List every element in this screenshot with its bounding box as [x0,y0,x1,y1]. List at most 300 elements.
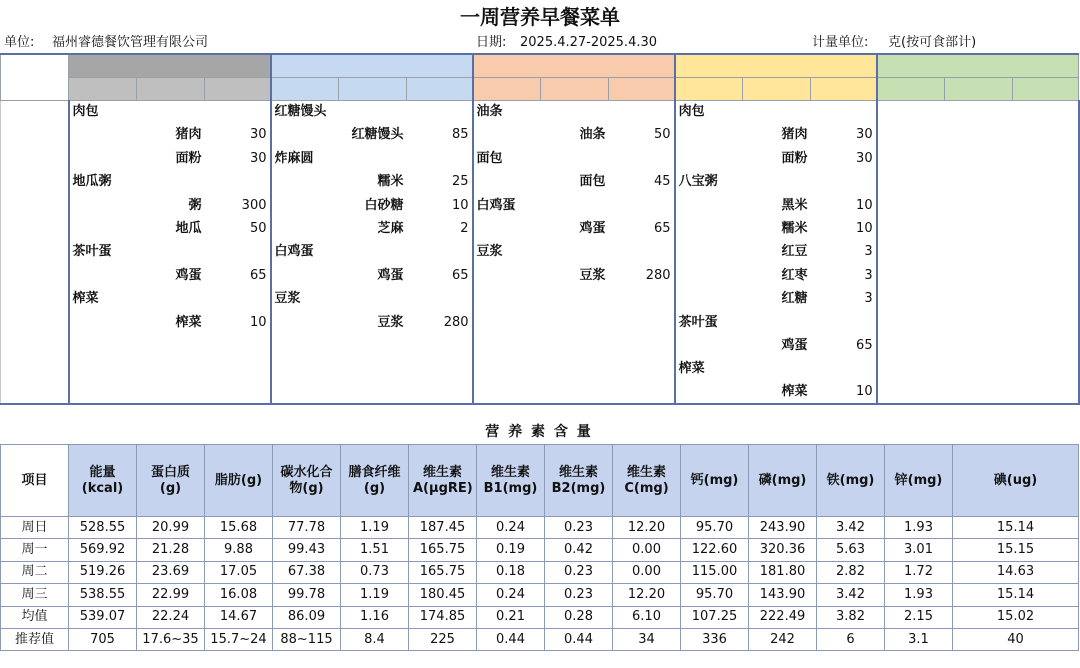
nutrition-header: 铁(mg) [817,445,885,517]
recipe-cell: 白鸡蛋 [473,194,541,217]
food-cell [541,334,609,357]
nutrition-value: 115.00 [681,561,749,583]
weight-cell [1013,124,1079,147]
nutrition-value: 1.19 [341,584,409,606]
weight-cell: 30 [856,150,873,166]
nutrition-value: 34 [613,628,681,650]
sub-header-food [743,77,811,100]
recipe-cell [877,124,945,147]
nutrition-value: 15.68 [205,517,273,539]
food-cell [945,171,1013,194]
nutrition-value: 107.25 [681,606,749,628]
recipe-cell [69,147,137,170]
nutrition-value: 1.72 [885,561,953,583]
nutrition-value: 77.78 [273,517,341,539]
food-cell: 面粉 [781,150,808,166]
recipe-cell: 豆浆 [473,241,541,264]
nutrition-header: 能量(kcal) [69,445,137,517]
nutrition-value: 15.15 [953,539,1079,561]
recipe-cell [675,217,743,240]
recipe-cell [271,124,339,147]
nutrition-row [1,628,1079,650]
recipe-cell [675,194,743,217]
weight-cell: 25 [451,174,469,190]
food-cell [137,288,205,311]
recipe-cell [675,381,743,404]
food-cell [339,334,407,357]
food-cell: 榨菜 [743,381,811,404]
recipe-cell [271,194,339,217]
nutrition-value: 16.08 [205,584,273,606]
nutrition-value: 0.00 [613,539,681,561]
day-header [877,54,1079,77]
nutrition-value: 0.18 [477,561,545,583]
weight-cell [205,358,271,381]
nutrition-value: 165.75 [409,561,477,583]
recipe-cell: 地瓜粥 [72,174,112,190]
nutrition-value: 3.1 [885,628,953,650]
weight-cell [609,381,675,404]
food-cell [945,288,1013,311]
sub-header-food [137,77,205,100]
recipe-cell [69,194,137,217]
weight-cell: 30 [249,150,267,166]
nutrition-value: 22.99 [137,584,205,606]
recipe-cell [877,288,945,311]
food-cell [945,381,1013,404]
recipe-cell [271,264,339,287]
weight-cell [1013,171,1079,194]
recipe-cell: 面包 [473,147,541,170]
nutrition-value: 99.78 [273,584,341,606]
nutrition-value: 0.23 [545,561,613,583]
nutrition-value: 336 [681,628,749,650]
recipe-cell [473,334,541,357]
nutrition-value: 225 [409,628,477,650]
nutrition-header: 碳水化合物(g) [273,445,341,517]
recipe-cell [877,171,945,194]
food-cell: 粥 [188,197,202,213]
weight-cell: 280 [443,314,469,330]
recipe-cell [473,381,541,404]
nutrition-header: 锌(mg) [885,445,953,517]
weight-cell [1013,358,1079,381]
day-header [473,54,675,77]
nutrition-value: 15.02 [953,606,1079,628]
page-title: 一周营养早餐菜单 [460,5,620,29]
recipe-cell [877,334,945,357]
nutrition-value: 174.85 [409,606,477,628]
food-cell [339,358,407,381]
nutrition-row [1,584,1079,606]
recipe-cell [271,381,339,404]
nutrition-value: 181.80 [749,561,817,583]
weight-cell [205,100,271,123]
recipe-cell: 茶叶蛋 [72,244,112,260]
recipe-cell: 红糖馒头 [271,100,339,123]
sub-header-recipe [271,77,339,100]
unit-value: 福州睿德餐饮管理有限公司 [52,35,209,50]
nutrition-value: 528.55 [69,517,137,539]
measure-value: 克(按可食部计) [888,35,977,50]
nutrition-value: 222.49 [749,606,817,628]
food-cell: 红糖 [781,291,808,307]
weight-cell: 10 [249,314,267,330]
nutrition-value: 14.63 [953,561,1079,583]
nutrition-header: 维生素B1(mg) [477,445,545,517]
recipe-cell [675,124,743,147]
weight-cell [1013,217,1079,240]
recipe-cell [473,311,541,334]
weight-cell: 3 [864,244,873,260]
recipe-cell [271,358,339,381]
nutrition-value: 67.38 [273,561,341,583]
nutrition-row [1,561,1079,583]
food-cell [541,381,609,404]
recipe-cell: 八宝粥 [675,171,743,194]
nutrition-value: 0.44 [477,628,545,650]
recipe-cell [473,358,541,381]
food-cell [743,358,811,381]
nutrition-row-label: 周二 [1,561,69,583]
recipe-cell [271,311,339,334]
food-cell [945,358,1013,381]
nutrition-value: 15.14 [953,517,1079,539]
recipe-cell: 炸麻圆 [271,147,339,170]
nutrition-value: 3.82 [817,606,885,628]
recipe-cell: 茶叶蛋 [675,311,743,334]
nutrition-row-label: 周日 [1,517,69,539]
nutrition-value: 3.01 [885,539,953,561]
weight-cell [407,100,473,123]
weight-cell [609,241,675,264]
food-cell [945,264,1013,287]
sub-header-food [339,77,407,100]
recipe-cell [877,147,945,170]
nutrition-value: 12.20 [613,517,681,539]
weight-cell [1013,100,1079,123]
food-cell [945,147,1013,170]
food-cell: 豆浆 [377,314,404,330]
recipe-cell [877,100,945,123]
weight-cell: 280 [645,267,671,283]
recipe-cell [877,194,945,217]
food-cell: 猪肉 [175,127,202,143]
nutrition-value: 539.07 [69,606,137,628]
recipe-cell [473,264,541,287]
nutrition-value: 6 [817,628,885,650]
food-cell: 鸡蛋 [579,221,606,237]
nutrition-value: 705 [69,628,137,650]
recipe-cell [69,358,137,381]
nutrition-value: 0.24 [477,584,545,606]
weight-cell [1013,334,1079,357]
weight-cell: 65 [451,267,469,283]
nutrition-value: 22.24 [137,606,205,628]
recipe-cell [877,241,945,264]
nutrition-value: 165.75 [409,539,477,561]
nutrition-value: 0.23 [545,517,613,539]
nutrition-value: 0.19 [477,539,545,561]
nutrition-value: 8.4 [341,628,409,650]
weight-cell [1013,241,1079,264]
weight-cell [1013,264,1079,287]
recipe-cell [473,171,541,194]
food-cell: 面粉 [175,150,202,166]
nutrition-value: 187.45 [409,517,477,539]
recipe-cell [675,264,743,287]
weight-cell: 10 [811,381,877,404]
recipe-cell [675,334,743,357]
nutrition-value: 1.16 [341,606,409,628]
food-cell: 地瓜 [175,221,202,237]
nutrition-value: 86.09 [273,606,341,628]
weight-cell [205,334,271,357]
recipe-cell: 肉包 [675,100,743,123]
food-cell [137,100,205,123]
recipe-cell [675,288,743,311]
weight-cell [811,100,877,123]
food-cell [945,311,1013,334]
nutrition-value: 17.05 [205,561,273,583]
weight-cell: 85 [451,127,469,143]
recipe-cell [877,311,945,334]
sub-header-weight [407,77,473,100]
weight-cell [407,334,473,357]
recipe-cell [69,381,137,404]
weight-cell: 30 [249,127,267,143]
weight-cell [811,358,877,381]
food-cell [743,171,811,194]
sub-header-recipe [675,77,743,100]
food-cell: 鸡蛋 [175,267,202,283]
recipe-cell [877,264,945,287]
nutrition-value: 9.88 [205,539,273,561]
recipe-cell: 榨菜 [72,291,99,307]
nutrition-header: 磷(mg) [749,445,817,517]
nutrition-value: 122.60 [681,539,749,561]
weight-cell: 300 [241,197,267,213]
weight-cell [1013,147,1079,170]
nutrition-value: 0.28 [545,606,613,628]
meal-col-header [1,54,69,100]
sub-header-weight [811,77,877,100]
nutrition-value: 95.70 [681,584,749,606]
nutrition-value: 538.55 [69,584,137,606]
nutrition-header: 蛋白质(g) [137,445,205,517]
recipe-cell [473,124,541,147]
recipe-cell [675,241,743,264]
food-cell: 红糖馒头 [351,127,404,143]
nutrition-value: 0.23 [545,584,613,606]
recipe-cell [69,334,137,357]
sub-header-food [541,77,609,100]
nutrition-value: 95.70 [681,517,749,539]
weight-cell [407,241,473,264]
food-cell [541,147,609,170]
weight-cell: 65 [249,267,267,283]
nutrition-value: 320.36 [749,539,817,561]
weight-cell [609,334,675,357]
food-cell: 红枣 [781,267,808,283]
recipe-cell [675,147,743,170]
food-cell [945,241,1013,264]
food-cell [541,311,609,334]
recipe-cell [271,217,339,240]
nutrition-header: 脂肪(g) [205,445,273,517]
measure-label: 计量单位: [812,35,869,50]
nutrition-header: 碘(ug) [953,445,1079,517]
recipe-cell [69,264,137,287]
nutrition-value: 143.90 [749,584,817,606]
nutrition-value: 17.6~35 [137,628,205,650]
nutrition-table [0,444,1079,651]
nutrition-value: 21.28 [137,539,205,561]
weight-cell: 10 [451,197,469,213]
food-cell [743,311,811,334]
nutrition-value: 0.73 [341,561,409,583]
meal-name [1,100,69,404]
nutrition-value: 0.00 [613,561,681,583]
food-cell [137,358,205,381]
nutrition-value: 242 [749,628,817,650]
nutrition-header-item: 项目 [1,445,69,517]
food-cell [945,100,1013,123]
food-cell [541,358,609,381]
food-cell [339,241,407,264]
weight-cell [1013,194,1079,217]
weight-cell [609,100,675,123]
date-label: 日期: [476,35,507,50]
nutrition-value: 243.90 [749,517,817,539]
nutrition-value: 2.82 [817,561,885,583]
weight-cell [609,194,675,217]
recipe-cell [473,288,541,311]
menu-table [0,53,1080,405]
food-cell [137,171,205,194]
weight-cell [407,381,473,404]
food-cell [541,194,609,217]
food-cell: 榨菜 [175,314,202,330]
food-cell: 面包 [579,174,606,190]
sub-header-recipe [877,77,945,100]
weight-cell [407,358,473,381]
nutrition-row-label: 推荐值 [1,628,69,650]
nutrition-value: 3.42 [817,584,885,606]
weight-cell [609,311,675,334]
food-cell [137,381,205,404]
recipe-cell [877,217,945,240]
weight-cell [609,358,675,381]
weight-cell: 2 [460,221,469,237]
weight-cell: 65 [856,337,873,353]
sub-header-recipe [473,77,541,100]
recipe-cell [271,334,339,357]
sub-header-weight [1013,77,1079,100]
nutrition-value: 14.67 [205,606,273,628]
food-cell: 芝麻 [377,221,404,237]
sub-header-weight [609,77,675,100]
weight-cell: 10 [856,221,873,237]
nutrition-title: 营 养 素 含 量 [485,424,593,440]
weight-cell: 3 [864,267,873,283]
weight-cell [205,241,271,264]
food-cell [945,334,1013,357]
nutrition-value: 519.26 [69,561,137,583]
nutrition-value: 5.63 [817,539,885,561]
day-header [271,54,473,77]
nutrition-value: 1.93 [885,584,953,606]
nutrition-value: 15.14 [953,584,1079,606]
food-cell: 糯米 [781,221,808,237]
nutrition-row [1,539,1079,561]
food-cell [339,381,407,404]
nutrition-value: 15.7~24 [205,628,273,650]
nutrition-header: 膳食纤维(g) [341,445,409,517]
weight-cell [1013,381,1079,404]
food-cell [945,217,1013,240]
food-cell [541,100,609,123]
food-cell: 糯米 [377,174,404,190]
weight-cell [205,381,271,404]
nutrition-value: 0.21 [477,606,545,628]
nutrition-row-label: 均值 [1,606,69,628]
nutrition-value: 0.44 [545,628,613,650]
nutrition-value: 40 [953,628,1079,650]
food-cell [945,194,1013,217]
recipe-cell: 油条 [473,100,541,123]
nutrition-value: 23.69 [137,561,205,583]
nutrition-header: 维生素B2(mg) [545,445,613,517]
recipe-cell [271,171,339,194]
nutrition-value: 6.10 [613,606,681,628]
sub-header-recipe [69,77,137,100]
day-header [675,54,877,77]
weight-cell: 50 [654,127,671,143]
food-cell: 鸡蛋 [377,267,404,283]
recipe-cell: 肉包 [72,104,99,120]
nutrition-row-label: 周一 [1,539,69,561]
nutrition-value: 1.51 [341,539,409,561]
weight-cell: 10 [856,197,873,213]
nutrition-value: 88~115 [273,628,341,650]
nutrition-header: 维生素A(μgRE) [409,445,477,517]
recipe-cell [69,217,137,240]
weight-cell [1013,311,1079,334]
weight-cell [609,288,675,311]
food-cell: 猪肉 [781,127,808,143]
food-cell [945,124,1013,147]
nutrition-value: 2.15 [885,606,953,628]
recipe-cell [473,217,541,240]
food-cell: 黑米 [781,197,808,213]
recipe-cell: 豆浆 [271,288,339,311]
recipe-cell: 白鸡蛋 [271,241,339,264]
weight-cell [205,171,271,194]
nutrition-row [1,517,1079,539]
food-cell: 白砂糖 [364,197,404,213]
weight-cell [811,171,877,194]
food-cell [137,241,205,264]
food-cell: 鸡蛋 [781,337,808,353]
food-cell [339,288,407,311]
nutrition-value: 1.19 [341,517,409,539]
weight-cell [1013,288,1079,311]
nutrition-value: 99.43 [273,539,341,561]
nutrition-value: 0.24 [477,517,545,539]
nutrition-header: 维生素C(mg) [613,445,681,517]
food-cell [743,100,811,123]
